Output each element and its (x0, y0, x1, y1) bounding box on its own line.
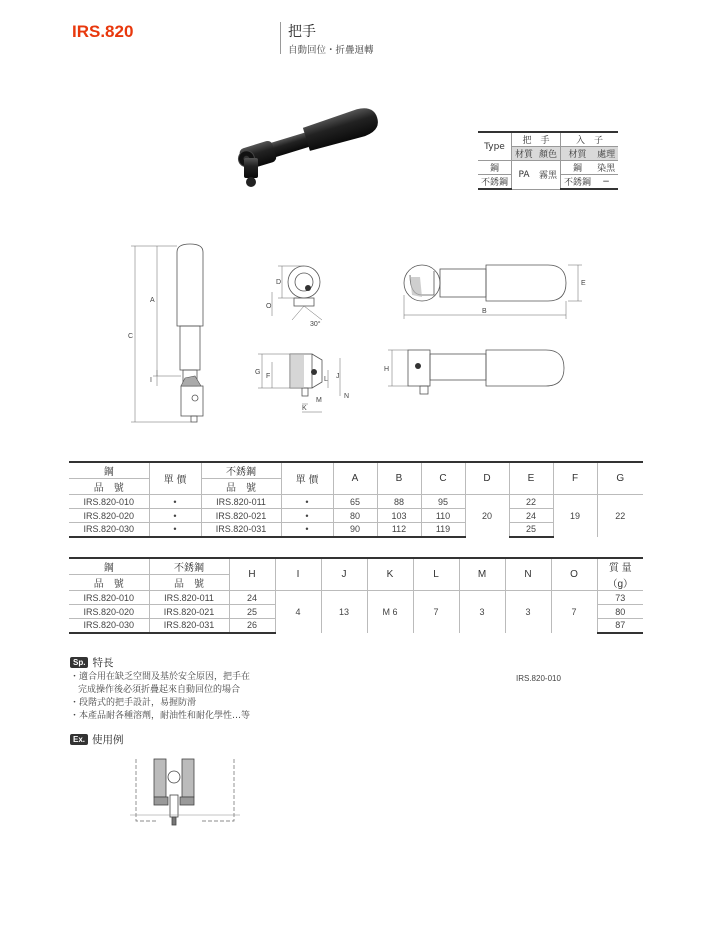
dim-B: B (482, 308, 487, 315)
h-price2: 單 價 (281, 462, 333, 495)
usage-heading (70, 732, 124, 747)
h-part-no2: 品 號 (201, 479, 281, 495)
dim-G: G (255, 369, 261, 376)
drawing-section-view (252, 348, 362, 418)
spec-table-2 (69, 557, 643, 634)
val-H: 26 (229, 619, 275, 633)
h-part-no: 品 號 (69, 479, 149, 495)
row2-insert-material: 不銹鋼 (561, 175, 595, 190)
price2: • (281, 523, 333, 537)
features-title: 特長 (92, 657, 114, 669)
row1-type: 鋼 (478, 161, 512, 175)
h-M: M (459, 558, 505, 591)
col-treatment: 處理 (594, 147, 618, 161)
drawing-vertical-view (125, 240, 245, 430)
part-no: IRS.820-030 (69, 619, 149, 633)
val-B: 88 (377, 495, 421, 509)
row2-type: 不銹鋼 (478, 175, 512, 190)
material-table (478, 131, 618, 190)
part-no: IRS.820-010 (69, 495, 149, 509)
val-B: 112 (377, 523, 421, 537)
row1-insert-material: 鋼 (561, 161, 595, 175)
dim-M: M (316, 397, 322, 404)
handle-header: 把 手 (512, 132, 561, 147)
figure-caption: IRS.820-010 (516, 674, 561, 683)
table-row (69, 591, 643, 605)
dim-K: K (302, 405, 307, 412)
h-A: A (333, 462, 377, 495)
list-item: ・段階式的把手設計，易握防滑 (70, 698, 197, 708)
h-B: B (377, 462, 421, 495)
val-F: 19 (553, 495, 597, 537)
h-steel: 鋼 (69, 558, 149, 575)
val-L: 7 (413, 591, 459, 633)
usage-title: 使用例 (92, 734, 124, 746)
val-H: 25 (229, 605, 275, 619)
price: • (149, 523, 201, 537)
val-C: 119 (421, 523, 465, 537)
col-material2: 材質 (561, 147, 595, 161)
part-no-stainless: IRS.820-031 (201, 523, 281, 537)
usage-example-drawing (130, 755, 240, 830)
dim-N: N (344, 393, 350, 400)
h-price: 單 價 (149, 462, 201, 495)
handle-material: PA (512, 161, 537, 190)
insert-header: 入 子 (561, 132, 619, 147)
list-item: ・適合用在缺乏空間及基於安全原因，把手在 (70, 672, 251, 682)
row2-insert-treatment: − (594, 175, 618, 190)
h-G: G (597, 462, 643, 495)
h-weight-unit: （g） (597, 575, 643, 591)
part-no: IRS.820-010 (69, 591, 149, 605)
handle-color: 霧黑 (536, 161, 561, 190)
h-part-no2: 品 號 (149, 575, 229, 591)
val-K: M 6 (367, 591, 413, 633)
type-header: Type (478, 132, 512, 161)
price2: • (281, 509, 333, 523)
h-D: D (465, 462, 509, 495)
val-E: 25 (509, 523, 553, 537)
page-subtitle: 自動回位・折疊迴轉 (288, 45, 374, 56)
drawing-horizontal-side (380, 342, 580, 402)
h-F: F (553, 462, 597, 495)
val-G: 22 (597, 495, 643, 537)
part-no-stainless: IRS.820-011 (149, 591, 229, 605)
price: • (149, 495, 201, 509)
val-M: 3 (459, 591, 505, 633)
features-badge: Sp. (70, 657, 88, 668)
product-photo (220, 100, 390, 195)
val-N: 3 (505, 591, 551, 633)
col-material: 材質 (512, 147, 537, 161)
col-color: 顏色 (536, 147, 561, 161)
h-stainless: 不銹鋼 (149, 558, 229, 575)
val-I: 4 (275, 591, 321, 633)
dim-D: D (276, 279, 282, 286)
dim-angle: 30° (310, 321, 321, 328)
drawing-end-view (262, 262, 342, 332)
features-heading (70, 655, 113, 670)
val-A: 65 (333, 495, 377, 509)
val-E: 22 (509, 495, 553, 509)
h-H: H (229, 558, 275, 591)
part-no: IRS.820-030 (69, 523, 149, 537)
val-C: 110 (421, 509, 465, 523)
part-no: IRS.820-020 (69, 605, 149, 619)
h-stainless: 不銹鋼 (201, 462, 281, 479)
part-no: IRS.820-020 (69, 509, 149, 523)
val-H: 24 (229, 591, 275, 605)
list-item: ・本產品耐各種溶劑，耐油性和耐化學性…等 (70, 711, 251, 721)
h-steel: 鋼 (69, 462, 149, 479)
dim-L: L (324, 376, 328, 383)
part-no-stainless: IRS.820-021 (201, 509, 281, 523)
val-C: 95 (421, 495, 465, 509)
h-J: J (321, 558, 367, 591)
usage-badge: Ex. (70, 734, 88, 745)
list-item: 完成操作後必須折疊起來自動回位的場合 (78, 685, 241, 695)
dim-C: C (128, 333, 134, 340)
spec-table-1 (69, 461, 643, 538)
part-no-stainless: IRS.820-031 (149, 619, 229, 633)
val-J: 13 (321, 591, 367, 633)
dim-E: E (581, 280, 586, 287)
price: • (149, 509, 201, 523)
val-D: 20 (465, 495, 509, 537)
table-row (69, 495, 643, 509)
features-list (70, 671, 330, 723)
row1-insert-treatment: 染黑 (594, 161, 618, 175)
dim-J: J (336, 373, 340, 380)
h-L: L (413, 558, 459, 591)
val-A: 80 (333, 509, 377, 523)
dim-O: O (266, 303, 272, 310)
h-weight: 質 量 (597, 558, 643, 575)
part-no-stainless: IRS.820-021 (149, 605, 229, 619)
h-E: E (509, 462, 553, 495)
h-O: O (551, 558, 597, 591)
dim-F: F (266, 373, 271, 380)
dim-A: A (150, 297, 155, 304)
h-I: I (275, 558, 321, 591)
drawing-horizontal-top (398, 255, 598, 325)
h-C: C (421, 462, 465, 495)
price2: • (281, 495, 333, 509)
title-divider (280, 22, 281, 54)
page-title: 把手 (288, 24, 316, 40)
val-E: 24 (509, 509, 553, 523)
val-weight: 87 (597, 619, 643, 633)
h-N: N (505, 558, 551, 591)
val-weight: 73 (597, 591, 643, 605)
val-A: 90 (333, 523, 377, 537)
dim-H: H (384, 366, 390, 373)
h-K: K (367, 558, 413, 591)
h-part-no: 品 號 (69, 575, 149, 591)
product-code: IRS.820 (72, 22, 134, 41)
val-B: 103 (377, 509, 421, 523)
dim-I: I (150, 377, 152, 384)
val-weight: 80 (597, 605, 643, 619)
part-no-stainless: IRS.820-011 (201, 495, 281, 509)
val-O: 7 (551, 591, 597, 633)
